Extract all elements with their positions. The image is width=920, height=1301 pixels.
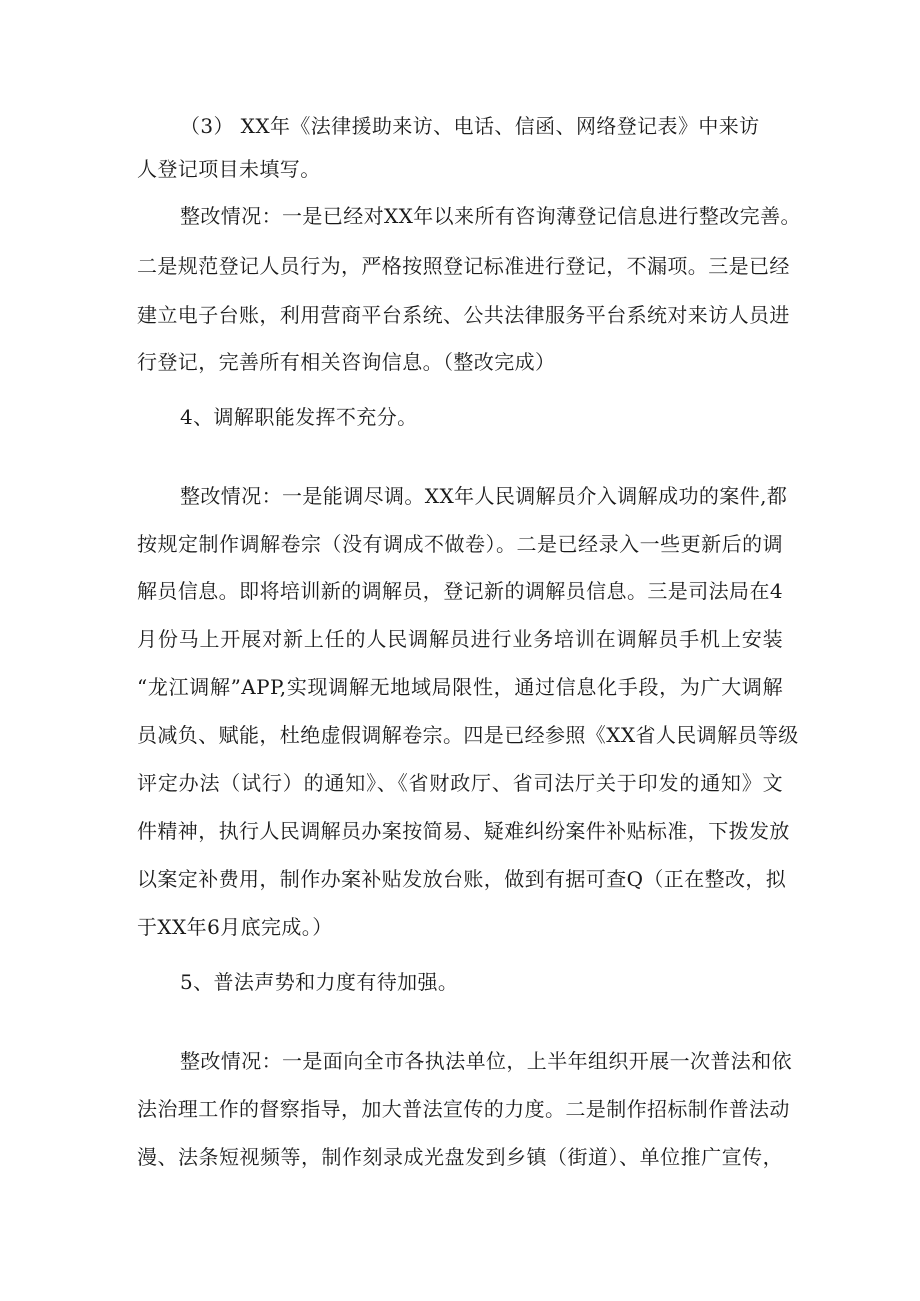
text-line: 整改情况：一是面向全市各执法单位，上半年组织开展一次普法和依 — [180, 1049, 792, 1073]
text-line: 按规定制作调解卷宗（没有调成不做卷）。二是已经录入一些更新后的调 — [137, 532, 783, 556]
text-line: 行登记，完善所有相关咨询信息。（整改完成） — [137, 350, 556, 374]
section-heading: 5、普法声势和力度有待加强。 — [180, 970, 459, 994]
text-line: 月份马上开展对新上任的人民调解员进行业务培训在调解员手机上安装 — [137, 627, 783, 651]
text-line: 评定办法（试行）的通知》、《省财政厅、省司法厅关于印发的通知》文 — [137, 771, 783, 795]
text-line: （3） XX年《法律援助来访、电话、信函、网络登记表》中来访 — [180, 114, 760, 138]
section-heading: 4、调解职能发挥不充分。 — [180, 405, 418, 429]
text-line: 建立电子台账，利用营商平台系统、公共法律服务平台系统对来访人员进 — [137, 303, 790, 327]
text-line: 法治理工作的督察指导，加大普法宣传的力度。二是制作招标制作普法动 — [137, 1097, 790, 1121]
text-line: 解员信息。即将培训新的调解员，登记新的调解员信息。三是司法局在4 — [137, 579, 783, 603]
text-line: 二是规范登记人员行为，严格按照登记标准进行登记，不漏项。三是已经 — [137, 254, 790, 278]
text-line: 于XX年6月底完成。） — [137, 915, 333, 939]
text-line: 人登记项目未填写。 — [137, 157, 321, 181]
text-line: 整改情况：一是能调尽调。XX年人民调解员介入调解成功的案件,都 — [180, 484, 788, 508]
text-line: 以案定补费用，制作办案补贴发放台账，做到有据可查Q（正在整改，拟 — [137, 867, 787, 891]
text-line: 整改情况：一是已经对XX年以来所有咨询薄登记信息进行整改完善。 — [180, 204, 801, 228]
text-line: 漫、法条短视频等，制作刻录成光盘发到乡镇（街道）、单位推广宣传， — [137, 1145, 783, 1169]
text-line: “龙江调解”APP,实现调解无地域局限性，通过信息化手段，为广大调解 — [137, 675, 783, 699]
text-line: 员减负、赋能，杜绝虚假调解卷宗。四是已经参照《XX省人民调解员等级 — [137, 723, 799, 747]
text-line: 件精神，执行人民调解员办案按简易、疑难纠纷案件补贴标准，下拨发放 — [137, 819, 790, 843]
